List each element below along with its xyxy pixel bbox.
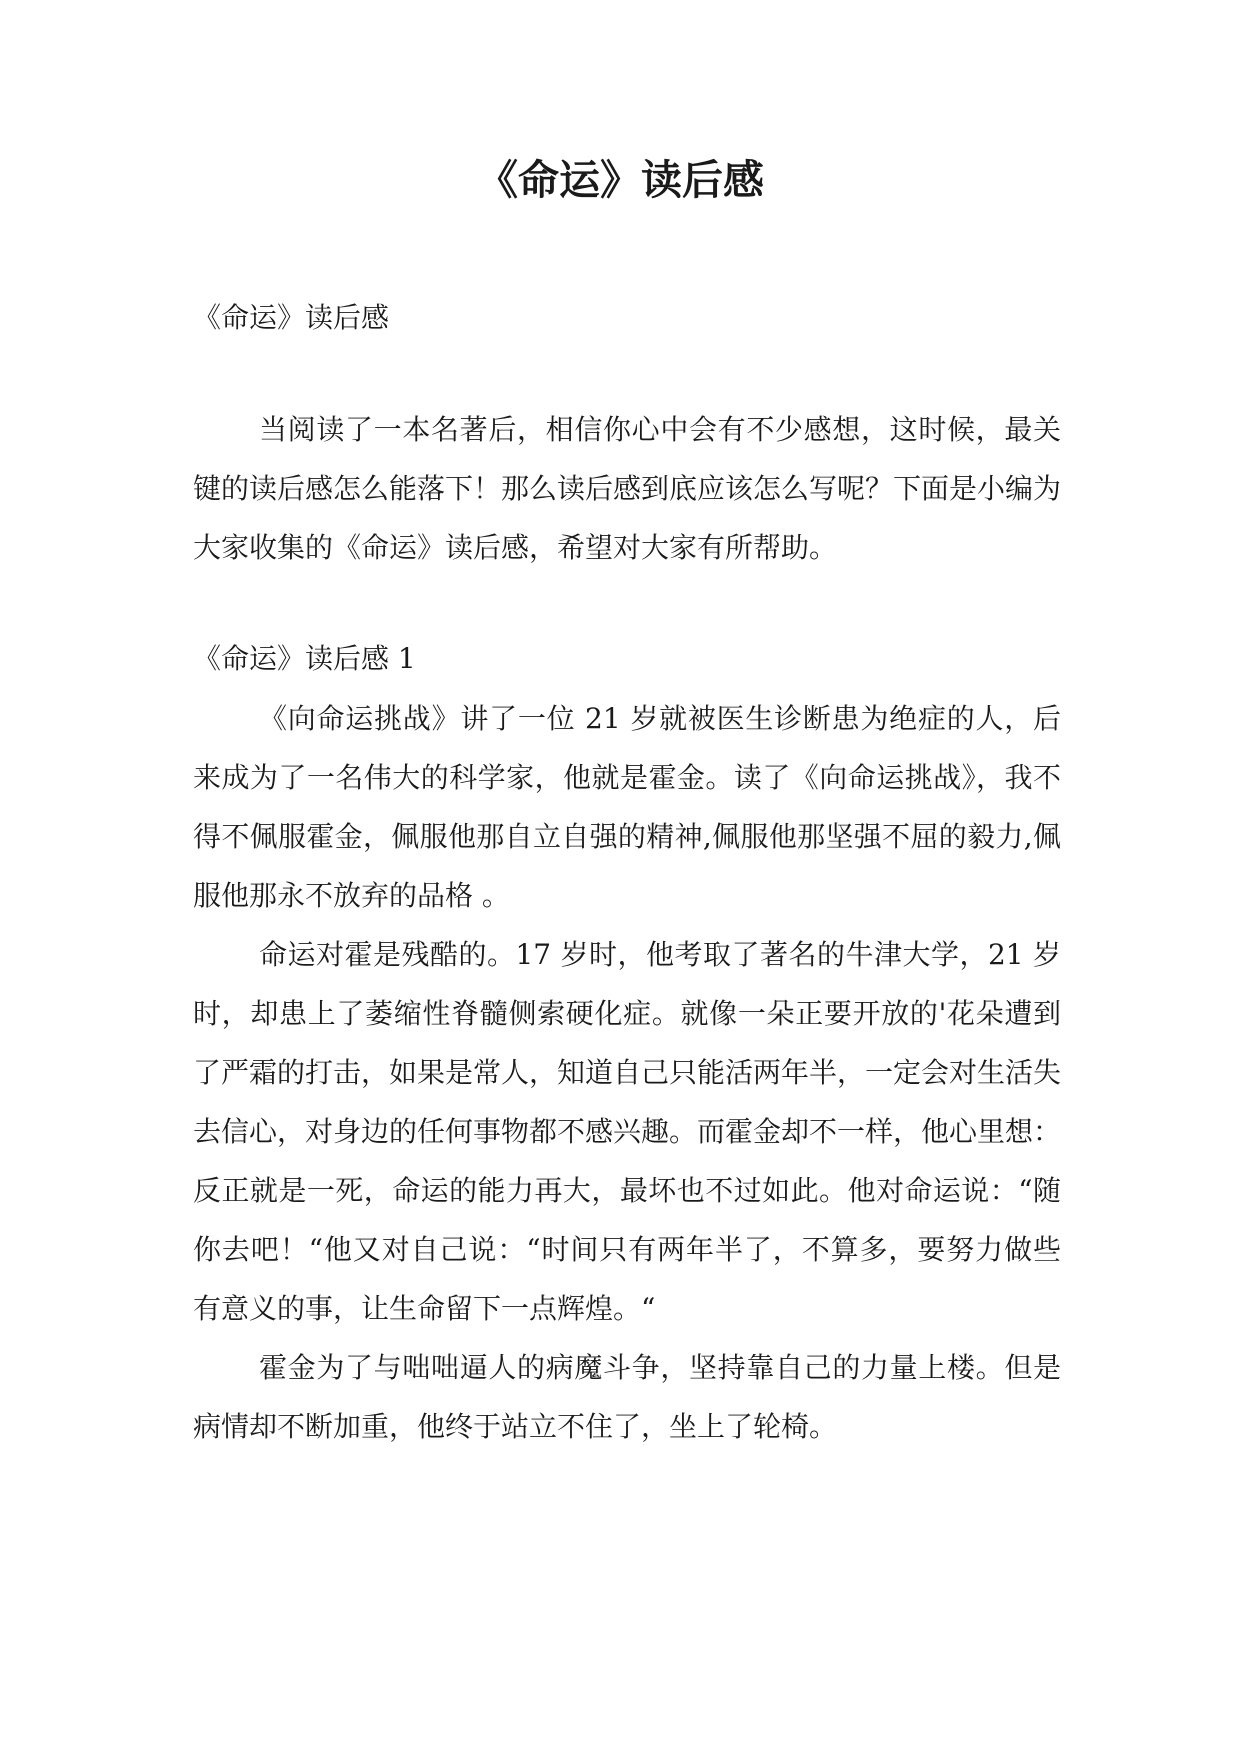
section-heading: 《命运》读后感 1: [193, 642, 416, 675]
body-paragraph-1: 《向命运挑战》讲了一位 21 岁就被医生诊断患为绝症的人，后来成为了一名伟大的科学家，他就是霍金。读了《向命运挑战》，我不得不佩服霍金，佩服他那自立自强的精神,佩服他那坚强不屈的毅力,佩服他那永不放弃的品格 。: [193, 702, 1061, 912]
document-title: 《命运》读后感: [477, 156, 764, 204]
intro-paragraph: 当阅读了一本名著后，相信你心中会有不少感想，这时候，最关键的读后感怎么能落下！那么读后感到底应该怎么写呢？下面是小编为大家收集的《命运》读后感，希望对大家有所帮助。: [193, 413, 1062, 564]
document-subtitle: 《命运》读后感: [193, 301, 390, 334]
body-paragraph-2: 命运对霍是残酷的。17 岁时，他考取了著名的牛津大学，21 岁时，却患上了萎缩性脊髓侧索硬化症。就像一朵正要开放的'花朵遭到了严霜的打击，如果是常人，知道自己只能活两年半，一定会对生活失去信心，对身边的任何事物都不感兴趣。而霍金却不一样，他心里想：反正就是一死，命运的能力再大，最坏也不过如此。他对命运说：“随你去吧！“他又对自己说：“时间只有两年半了，不算多，要努力做些有意义的事，让生命留下一点辉煌。“: [193, 938, 1062, 1325]
document-body: [193, 288, 1061, 1456]
body-paragraph-3: 霍金为了与咄咄逼人的病魔斗争，坚持靠自己的力量上楼。但是病情却不断加重，他终于站立不住了，坐上了轮椅。: [193, 1351, 1061, 1443]
